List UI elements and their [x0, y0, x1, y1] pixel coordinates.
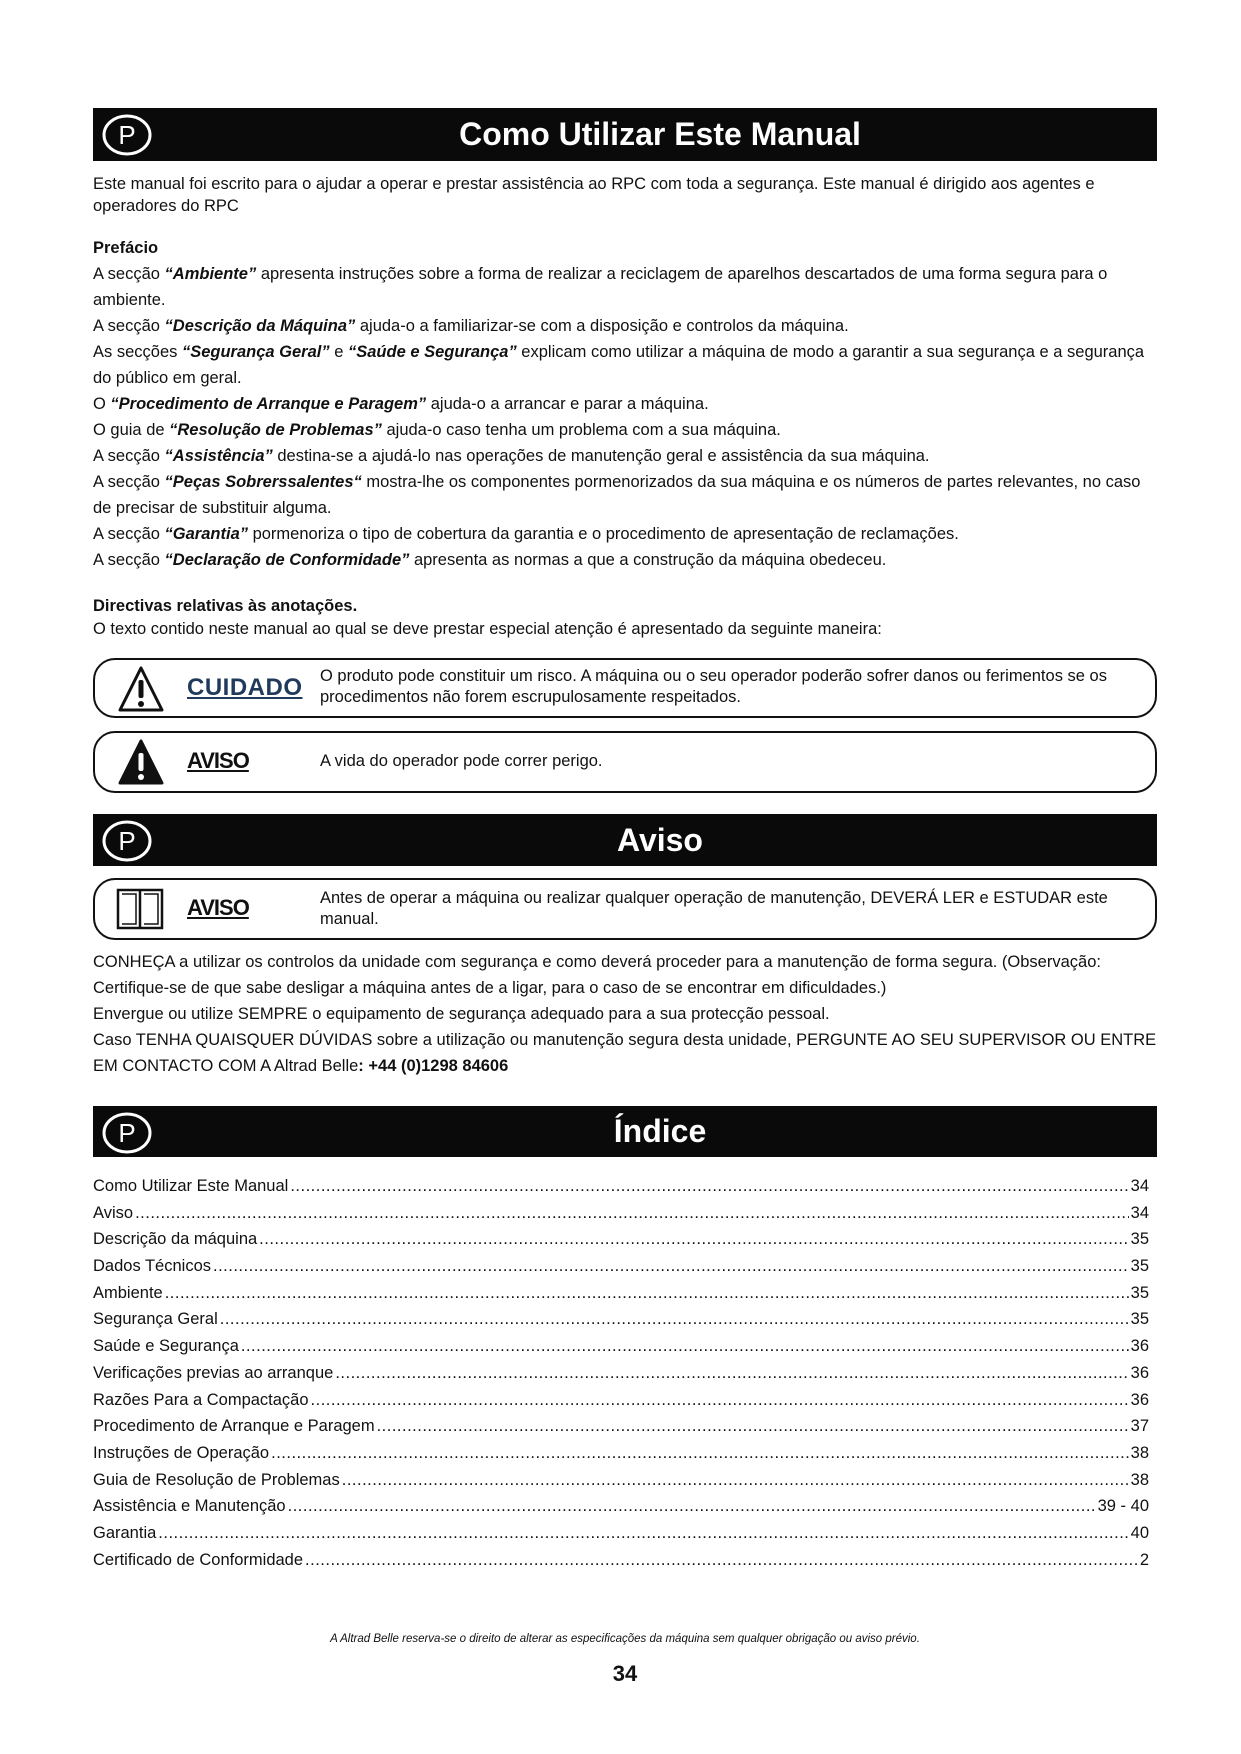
- svg-text:P: P: [118, 826, 136, 856]
- toc-entry-page: 36: [1130, 1363, 1149, 1382]
- toc-entry[interactable]: [93, 1364, 1149, 1391]
- toc-entry-label: Segurança Geral: [93, 1310, 218, 1329]
- aviso-line: Envergue ou utilize SEMPRE o equipamento de segurança adequado para a sua protecção pessoal.: [93, 1005, 830, 1023]
- toc-entry-page: 36: [1130, 1390, 1149, 1409]
- toc-entry-page: 38: [1130, 1443, 1149, 1462]
- prefacio-line: As secções “Segurança Geral” e “Saúde e Segurança” explicam como utilizar a máquina de modo a garantir a sua segurança e a segurança do público em geral.: [93, 343, 1145, 387]
- aviso-line: CONHEÇA a utilizar os controlos da unidade com segurança e como deverá proceder para a manutenção de forma segura. (Observação: Certifique-se de que sabe desligar a máquina antes de a ligar, para o caso de se encontrar em dificuldades.): [93, 953, 1101, 997]
- toc-leader-dots: [241, 1337, 1129, 1356]
- prefacio-line: O “Procedimento de Arranque e Paragem” ajuda-o a arrancar e parar a máquina.: [93, 395, 709, 413]
- toc-leader-dots: [158, 1524, 1128, 1543]
- table-of-contents: [93, 1177, 1149, 1577]
- toc-entry-label: Certificado de Conformidade: [93, 1550, 304, 1569]
- language-p-logo-icon: [101, 113, 153, 157]
- aviso-line: Caso TENHA QUAISQUER DÚVIDAS sobre a utilização ou manutenção segura desta unidade, PERGUNTE AO SEU SUPERVISOR OU ENTRE EM CONTACTO COM A Altrad Belle: +44 (0)1298 84606: [93, 1031, 1157, 1075]
- toc-entry-label: Assistência e Manutenção: [93, 1497, 286, 1516]
- svg-text:P: P: [118, 1118, 136, 1148]
- toc-entry[interactable]: [93, 1471, 1149, 1498]
- toc-entry[interactable]: [93, 1230, 1149, 1257]
- page-number: 34: [612, 1661, 638, 1686]
- toc-entry-label: Ambiente: [93, 1283, 163, 1302]
- toc-entry-page: 37: [1130, 1417, 1149, 1436]
- toc-leader-dots: [342, 1471, 1129, 1490]
- toc-entry-page: 40: [1130, 1523, 1149, 1542]
- toc-leader-dots: [165, 1284, 1129, 1303]
- aviso-manual-label: AVISO: [187, 895, 249, 920]
- toc-entry-page: 39 - 40: [1097, 1497, 1149, 1516]
- aviso-paragraphs: [93, 949, 1157, 1079]
- toc-entry-label: Saúde e Segurança: [93, 1337, 239, 1356]
- svg-text:P: P: [118, 120, 136, 150]
- toc-entry[interactable]: [93, 1337, 1149, 1364]
- prefacio-line: A secção “Ambiente” apresenta instruções sobre a forma de realizar a reciclagem de aparelhos descartados de uma forma segura para o ambiente.: [93, 265, 1108, 309]
- toc-entry-page: 34: [1130, 1177, 1149, 1195]
- cuidado-text: O produto pode constituir um risco. A máquina ou o seu operador poderão sofrer danos ou ferimentos se os procedimentos não forem escrupulosamente respeitados.: [320, 667, 1107, 706]
- manual-book-icon: [113, 884, 167, 934]
- language-p-logo-icon: [101, 1111, 153, 1155]
- toc-entry-label: Instruções de Operação: [93, 1443, 270, 1462]
- toc-leader-dots: [290, 1177, 1128, 1196]
- caution-triangle-icon: [117, 664, 165, 714]
- prefacio-heading: Prefácio: [93, 239, 159, 257]
- section-title: Como Utilizar Este Manual: [459, 116, 861, 152]
- toc-entry[interactable]: [93, 1444, 1149, 1471]
- prefacio-line: A secção “Peças Sobrerssalentes“ mostra-lhe os componentes pormenorizados da sua máquina e os números de partes relevantes, no caso de precisar de substituir alguma.: [93, 473, 1141, 517]
- warning-triangle-icon: [117, 737, 165, 787]
- toc-entry-label: Aviso: [93, 1203, 134, 1222]
- section-title: Aviso: [617, 822, 703, 858]
- aviso-manual-text: Antes de operar a máquina ou realizar qualquer operação de manutenção, DEVERÁ LER e ESTUDAR este manual.: [320, 889, 1108, 928]
- toc-entry-label: Descrição da máquina: [93, 1230, 258, 1249]
- toc-entry-label: Como Utilizar Este Manual: [93, 1177, 289, 1195]
- toc-entry[interactable]: [93, 1204, 1149, 1231]
- prefacio-line: A secção “Declaração de Conformidade” apresenta as normas a que a construção da máquina obedeceu.: [93, 551, 887, 569]
- toc-entry-page: 35: [1130, 1283, 1149, 1302]
- language-p-logo-icon: [101, 819, 153, 863]
- toc-entry-page: 35: [1130, 1230, 1149, 1249]
- directives-block: [93, 595, 1157, 641]
- toc-entry-label: Razões Para a Compactação: [93, 1390, 309, 1409]
- toc-entry[interactable]: [93, 1417, 1149, 1444]
- toc-entry-page: 2: [1139, 1550, 1149, 1569]
- section-banner-aviso: [93, 814, 1157, 866]
- toc-entry[interactable]: [93, 1524, 1149, 1551]
- toc-entry-label: Verificações previas ao arranque: [93, 1363, 334, 1382]
- toc-entry[interactable]: [93, 1310, 1149, 1337]
- cuidado-label: CUIDADO: [187, 674, 303, 701]
- intro-text: Este manual foi escrito para o ajudar a operar e prestar assistência ao RPC com toda a segurança. Este manual é dirigido aos agentes e operadores do RPC: [93, 175, 1095, 215]
- prefacio-block: [93, 235, 1157, 573]
- cuidado-notice: [93, 658, 1157, 718]
- footer-disclaimer: A Altrad Belle reserva-se o direito de alterar as especificações da máquina sem qualquer obrigação ou aviso prévio.: [330, 1633, 920, 1645]
- section-title: Índice: [613, 1113, 707, 1149]
- toc-leader-dots: [377, 1417, 1129, 1436]
- toc-entry-page: 35: [1130, 1310, 1149, 1329]
- toc-entry[interactable]: [93, 1497, 1149, 1524]
- section-banner-manual: [93, 108, 1157, 161]
- toc-entry[interactable]: [93, 1177, 1149, 1204]
- prefacio-line: A secção “Assistência” destina-se a ajudá-lo nas operações de manutenção geral e assistência da sua máquina.: [93, 447, 930, 465]
- toc-entry[interactable]: [93, 1551, 1149, 1578]
- toc-leader-dots: [305, 1551, 1138, 1570]
- directives-text: O texto contido neste manual ao qual se deve prestar especial atenção é apresentado da seguinte maneira:: [93, 620, 882, 638]
- toc-leader-dots: [288, 1497, 1096, 1516]
- aviso-notice: [93, 731, 1157, 793]
- toc-entry-label: Guia de Resolução de Problemas: [93, 1470, 340, 1489]
- toc-entry-page: 36: [1130, 1337, 1149, 1356]
- prefacio-line: A secção “Garantia” pormenoriza o tipo de cobertura da garantia e o procedimento de apresentação de reclamações.: [93, 525, 959, 543]
- toc-leader-dots: [213, 1257, 1129, 1276]
- toc-leader-dots: [311, 1391, 1129, 1410]
- intro-paragraph: [93, 173, 1157, 217]
- toc-entry-label: Dados Técnicos: [93, 1257, 212, 1276]
- prefacio-line: A secção “Descrição da Máquina” ajuda-o a familiarizar-se com a disposição e controlos da máquina.: [93, 317, 849, 335]
- section-banner-indice: [93, 1106, 1157, 1157]
- aviso-text: A vida do operador pode correr perigo.: [320, 752, 603, 770]
- toc-leader-dots: [271, 1444, 1129, 1463]
- aviso-label: AVISO: [187, 748, 249, 773]
- toc-entry-page: 35: [1130, 1257, 1149, 1276]
- toc-entry[interactable]: [93, 1284, 1149, 1311]
- toc-entry[interactable]: [93, 1257, 1149, 1284]
- toc-leader-dots: [259, 1230, 1128, 1249]
- prefacio-line: O guia de “Resolução de Problemas” ajuda-o caso tenha um problema com a sua máquina.: [93, 421, 781, 439]
- toc-entry-label: Procedimento de Arranque e Paragem: [93, 1417, 375, 1436]
- toc-entry-page: 34: [1130, 1203, 1149, 1222]
- directives-heading: Directivas relativas às anotações.: [93, 597, 358, 615]
- toc-entry-page: 38: [1130, 1470, 1149, 1489]
- toc-leader-dots: [335, 1364, 1128, 1383]
- toc-leader-dots: [135, 1204, 1129, 1223]
- phone-number: : +44 (0)1298 84606: [358, 1057, 509, 1075]
- read-manual-notice: [93, 878, 1157, 940]
- toc-entry-label: Garantia: [93, 1523, 157, 1542]
- toc-entry[interactable]: [93, 1391, 1149, 1418]
- toc-leader-dots: [220, 1310, 1129, 1329]
